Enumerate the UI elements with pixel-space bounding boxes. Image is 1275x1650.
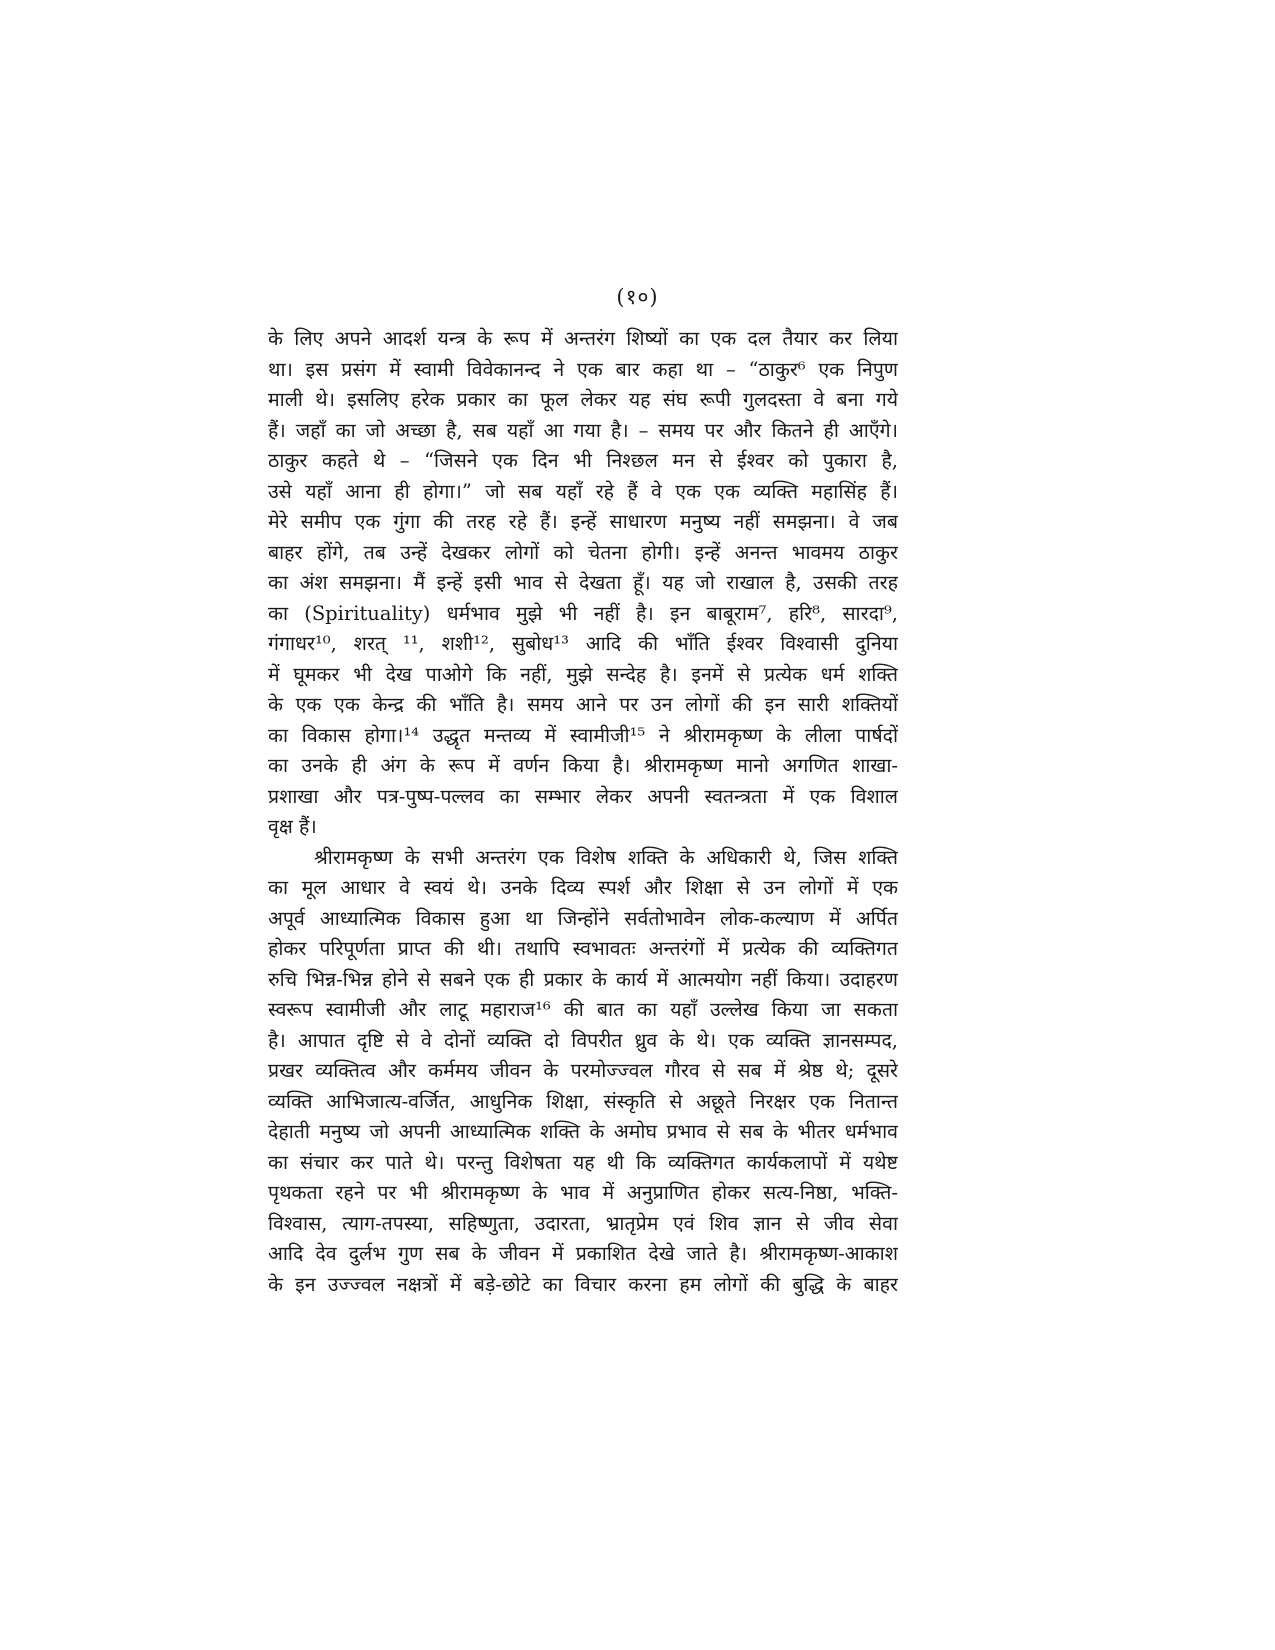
- text-line: होकर परिपूर्णता प्राप्त की थी। तथापि स्वभावतः अन्तरंगों में प्रत्येक की व्यक्तिगत: [268, 937, 898, 960]
- text-line: व्यक्ति आभिजात्य-वर्जित, आधुनिक शिक्षा, संस्कृति से अछूते निरक्षर एक नितान्त: [268, 1089, 898, 1113]
- text-line: स्वरूप स्वामीजी और लाटू महाराज¹⁶ की बात का यहाँ उल्लेख किया जा सकता: [268, 998, 898, 1021]
- text-line: पृथकता रहने पर भी श्रीरामकृष्ण के भाव में अनुप्राणित होकर सत्य-निष्ठा, भक्ति-: [268, 1181, 898, 1204]
- text-line: गंगाधर¹⁰, शरत् ¹¹, शशी¹², सुबोध¹³ आदि की भाँति ईश्वर विश्वासी दुनिया: [268, 632, 898, 655]
- text-line: था। इस प्रसंग में स्वामी विवेकानन्द ने एक बार कहा था – “ठाकुर⁶ एक निपुण: [268, 357, 898, 381]
- text-line: मेरे समीप एक गुंगा की तरह रहे हैं। इन्हें साधारण मनुष्य नहीं समझना। वे जब: [268, 510, 898, 533]
- text-line: आदि देव दुर्लभ गुण सब के जीवन में प्रकाशित देखे जाते है। श्रीरामकृष्ण-आकाश: [268, 1242, 898, 1265]
- text-line: विश्वास, त्याग-तपस्या, सहिष्णुता, उदारता, भ्रातृप्रेम एवं शिव ज्ञान से जीव सेवा: [268, 1211, 898, 1235]
- text-line: ठाकुर कहते थे – “जिसने एक दिन भी निश्छल मन से ईश्वर को पुकारा है,: [268, 449, 898, 472]
- paragraph-1: [268, 324, 898, 843]
- text-line: है। आपात दृष्टि से वे दोनों व्यक्ति दो विपरीत ध्रुव के थे। एक व्यक्ति ज्ञानसम्पद,: [268, 1028, 898, 1052]
- text-line: वृक्ष हैं।: [268, 815, 317, 838]
- text-line: प्रशाखा और पत्र-पुष्प-पल्लव का सम्भार लेकर अपनी स्वतन्त्रता में एक विशाल: [268, 784, 898, 808]
- text-line: का उनके ही अंग के रूप में वर्णन किया है। श्रीरामकृष्ण मानो अगणित शाखा-: [268, 754, 898, 777]
- paragraph-2: [268, 843, 898, 1301]
- page-number: (१०): [616, 285, 659, 309]
- text-line: रुचि भिन्न-भिन्न होने से सबने एक ही प्रकार के कार्य में आत्मयोग नहीं किया। उदाहरण: [268, 967, 898, 991]
- text-line: अपूर्व आध्यात्मिक विकास हुआ था जिन्होंने सर्वतोभावेन लोक-कल्याण में अर्पित: [268, 906, 898, 930]
- text-line: के एक एक केन्द्र की भाँति है। समय आने पर उन लोगों की इन सारी शक्तियों: [268, 693, 898, 716]
- text-line: प्रखर व्यक्तित्व और कर्ममय जीवन के परमोज्ज्वल गौरव से सब में श्रेष्ठ थे; दूसरे: [268, 1059, 898, 1082]
- text-line: माली थे। इसलिए हरेक प्रकार का फूल लेकर यह संघ रूपी गुलदस्ता वे बना गये: [268, 388, 898, 411]
- text-line: में घूमकर भी देख पाओगे कि नहीं, मुझे सन्देह है। इनमें से प्रत्येक धर्म शक्ति: [268, 662, 898, 686]
- text-line: के लिए अपने आदर्श यन्त्र के रूप में अन्तरंग शिष्यों का एक दल तैयार कर लिया: [268, 327, 898, 350]
- text-line: बाहर होंगे, तब उन्हें देखकर लोगों को चेतना होगी। इन्हें अनन्त भावमय ठाकुर: [268, 540, 898, 564]
- text-line: के इन उज्ज्वल नक्षत्रों में बड़े-छोटे का विचार करना हम लोगों की बुद्धि के बाहर: [268, 1272, 898, 1296]
- body-text: [268, 324, 898, 1300]
- text-line: उसे यहाँ आना ही होगा।” जो सब यहाँ रहे हैं वे एक एक व्यक्ति महासिंह हैं।: [268, 479, 898, 503]
- text-line: का (Spirituality) धर्मभाव मुझे भी नहीं है। इन बाबूराम⁷, हरि⁸, सारदा⁹,: [268, 601, 898, 625]
- text-line: देहाती मनुष्य जो अपनी आध्यात्मिक शक्ति के अमोघ प्रभाव से सब के भीतर धर्मभाव: [268, 1120, 898, 1143]
- text-line: का संचार कर पाते थे। परन्तु विशेषता यह थी कि व्यक्तिगत कार्यकलापों में यथेष्ट: [268, 1150, 898, 1174]
- text-line: श्रीरामकृष्ण के सभी अन्तरंग एक विशेष शक्ति के अधिकारी थे, जिस शक्ति: [314, 845, 898, 869]
- text-line: का विकास होगा।¹⁴ उद्धृत मन्तव्य में स्वामीजी¹⁵ ने श्रीरामकृष्ण के लीला पार्षदों: [268, 723, 898, 747]
- text-line: हैं। जहाँ का जो अच्छा है, सब यहाँ आ गया है। – समय पर और कितने ही आएँगे।: [268, 418, 898, 442]
- text-line: का मूल आधार वे स्वयं थे। उनके दिव्य स्पर्श और शिक्षा से उन लोगों में एक: [268, 876, 898, 899]
- text-line: का अंश समझना। मैं इन्हें इसी भाव से देखता हूँ। यह जो राखाल है, उसकी तरह: [268, 571, 898, 594]
